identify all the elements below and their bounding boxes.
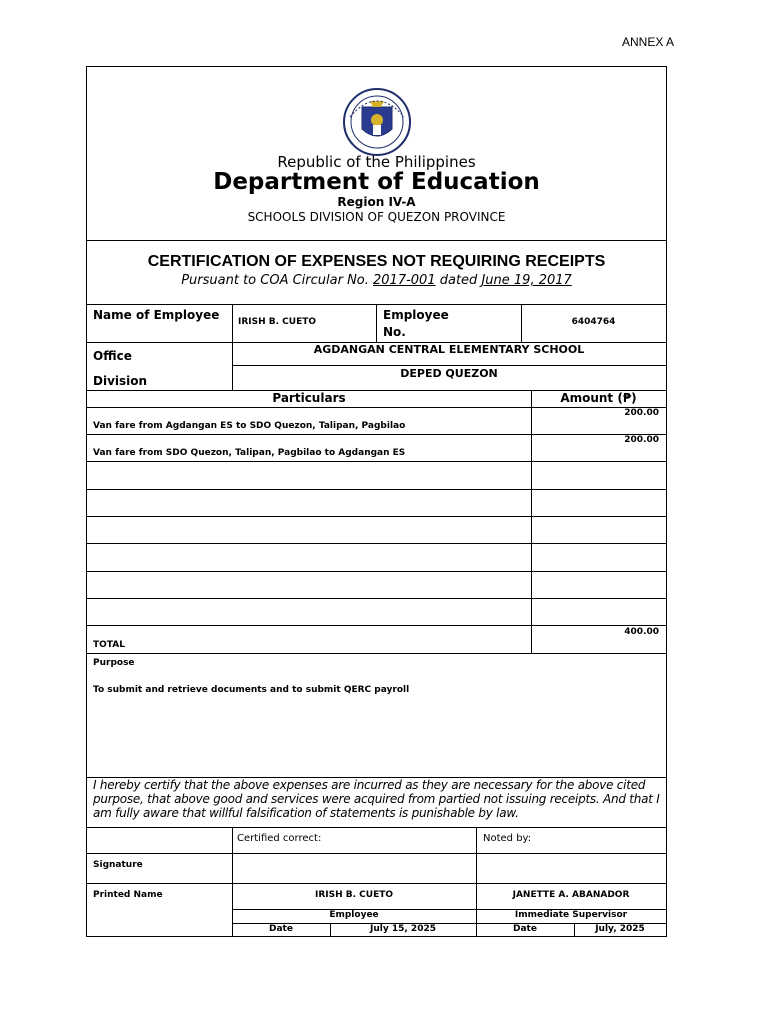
dated-word: dated [435, 273, 482, 288]
division-text: SCHOOLS DIVISION OF QUEZON PROVINCE [247, 210, 506, 224]
employee-name-label: Name of Employee [93, 308, 220, 322]
division-value: DEPED QUEZON [400, 367, 498, 380]
employee-name-value: IRISH B. CUETO [238, 317, 317, 327]
pursuant-line [87, 273, 666, 288]
divider [87, 489, 666, 490]
date-label-supervisor: Date [513, 924, 537, 934]
republic-text: Republic of the Philippines [277, 153, 476, 171]
employee-no-value: 6404764 [571, 317, 616, 327]
employee-printed-name: IRISH B. CUETO [314, 890, 394, 900]
divider [87, 543, 666, 544]
printed-name-label: Printed Name [93, 890, 163, 900]
divider [531, 390, 532, 653]
form-title: CERTIFICATION OF EXPENSES NOT REQUIRING RECEIPTS [147, 253, 606, 270]
divider [87, 598, 666, 599]
certify-line-3: am fully aware that willful falsification of statements is punishable by law. [93, 806, 519, 820]
divider [87, 516, 666, 517]
divider [87, 827, 666, 828]
date-label-employee: Date [269, 924, 293, 934]
total-value: 400.00 [624, 627, 659, 637]
pursuant-prefix: Pursuant to COA Circular No. [181, 273, 374, 288]
supervisor-printed-name: JANETTE A. ABANADOR [512, 890, 630, 900]
certification-form [86, 66, 667, 937]
divider [87, 653, 666, 654]
employee-no-label-1: Employee [383, 308, 449, 322]
divider [476, 827, 477, 937]
certify-line-1: I hereby certify that the above expenses are incurred as they are necessary for the above cited [93, 778, 646, 792]
purpose-text: To submit and retrieve documents and to submit QERC payroll [93, 685, 410, 695]
divider [232, 365, 666, 366]
certify-line-2: purpose, that above good and services were acquired from partied not issuing receipts. And that I [93, 792, 660, 806]
table-row-amount: 200.00 [624, 408, 659, 418]
region-text: Region IV-A [337, 195, 416, 209]
divider [87, 240, 666, 241]
annex-label: ANNEX A [622, 35, 675, 49]
total-label: TOTAL [93, 640, 125, 650]
table-row-amount: 200.00 [624, 435, 659, 445]
divider [376, 304, 377, 342]
purpose-label: Purpose [93, 658, 135, 668]
supervisor-role-label: Immediate Supervisor [514, 910, 628, 920]
employee-no-label-2: No. [383, 325, 406, 339]
circular-number: 2017-001 [373, 273, 436, 288]
circular-date: June 19, 2017 [481, 273, 572, 288]
divider [232, 827, 233, 937]
amount-header: Amount (₱) [560, 391, 637, 405]
date-value-supervisor: July, 2025 [595, 924, 645, 934]
noted-by-label: Noted by: [483, 833, 532, 844]
certified-correct-label: Certified correct: [237, 833, 322, 844]
date-value-employee: July 15, 2025 [370, 924, 436, 934]
divider [87, 461, 666, 462]
division-label: Division [93, 374, 148, 388]
divider [87, 853, 666, 854]
divider [87, 883, 666, 884]
signature-label: Signature [93, 860, 143, 870]
department-title: Department of Education [213, 169, 540, 195]
office-value: AGDANGAN CENTRAL ELEMENTARY SCHOOL [313, 343, 585, 356]
table-row-particular: Van fare from Agdangan ES to SDO Quezon, Talipan, Pagbilao [93, 421, 406, 431]
divider [87, 625, 666, 626]
employee-role-label: Employee [329, 910, 379, 920]
table-row-particular: Van fare from SDO Quezon, Talipan, Pagbilao to Agdangan ES [93, 448, 406, 458]
office-label: Office [93, 349, 132, 363]
particulars-header: Particulars [272, 391, 346, 405]
divider [87, 571, 666, 572]
deped-seal-icon [340, 87, 414, 157]
